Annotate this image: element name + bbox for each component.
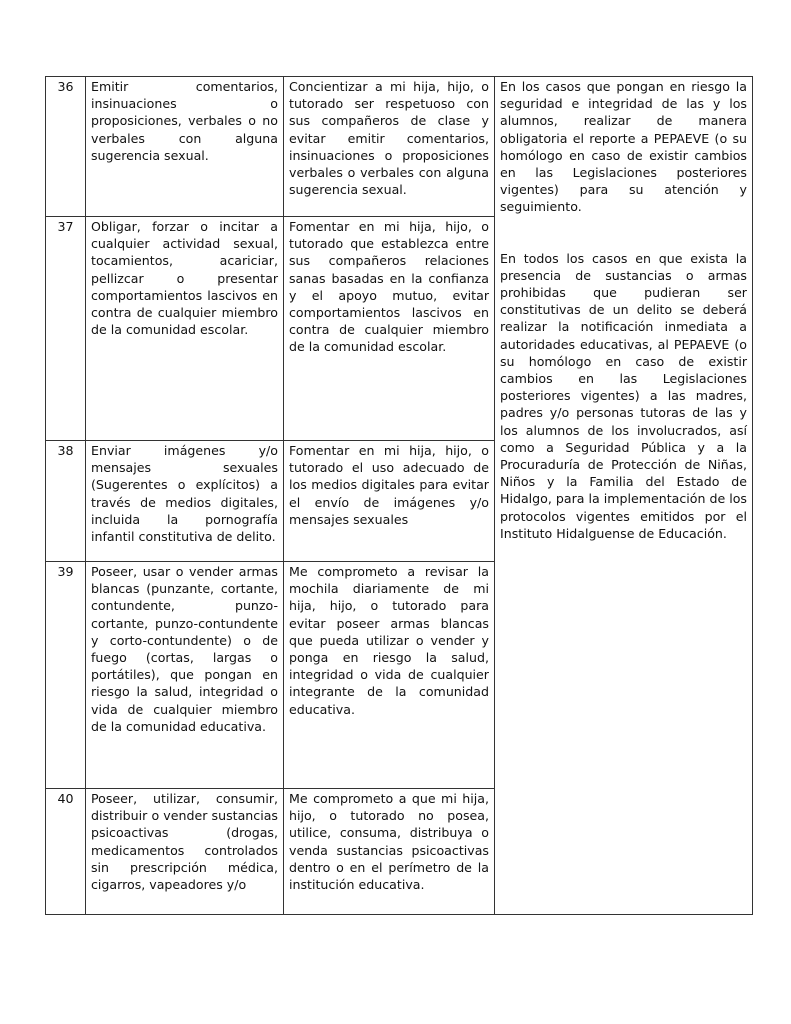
commitment-cell: Concientizar a mi hija, hijo, o tutorado ser respetuoso con sus compañeros de clase y evitar emitir comentarios, insinuaciones o proposiciones verbales o verbales con alguna sugerencia sexual. bbox=[284, 77, 495, 217]
conduct-cell: Poseer, utilizar, consumir, distribuir o vender sustancias psicoactivas (drogas, medicamentos controlados sin prescripción médica, cigarros, vapeadores y/o bbox=[86, 789, 284, 915]
conduct-cell: Poseer, usar o vender armas blancas (punzante, cortante, contundente, punzo-cortante, punzo-contundente y corto-contundente) o de fuego (cortas, largas o portátiles), que pongan en riesgo la salud, integridad o vida de cualquier miembro de la comunidad educativa. bbox=[86, 562, 284, 789]
row-number: 36 bbox=[46, 77, 86, 217]
row-number: 38 bbox=[46, 441, 86, 562]
paragraph-spacer bbox=[500, 216, 747, 250]
conduct-cell: Emitir comentarios, insinuaciones o proposiciones, verbales o no verbales con alguna sugerencia sexual. bbox=[86, 77, 284, 217]
conduct-table bbox=[45, 76, 753, 915]
row-number: 40 bbox=[46, 789, 86, 915]
actions-cell bbox=[495, 77, 753, 915]
table-row bbox=[46, 77, 753, 217]
row-number: 37 bbox=[46, 217, 86, 441]
actions-paragraph-1: En los casos que pongan en riesgo la seguridad e integridad de las y los alumnos, realizar de manera obligatoria el reporte a PEPAEVE (o su homólogo en caso de existir cambios en las Legislaciones posteriores vigentes) para su atención y seguimiento. bbox=[500, 79, 747, 215]
conduct-cell: Obligar, forzar o incitar a cualquier actividad sexual, tocamientos, acariciar, pellizcar o presentar comportamientos lascivos en contra de cualquier miembro de la comunidad escolar. bbox=[86, 217, 284, 441]
commitment-cell: Fomentar en mi hija, hijo, o tutorado que establezca entre sus compañeros relaciones sanas basadas en la confianza y el apoyo mutuo, evitar comportamientos lascivos en contra de cualquier miembro de la comunidad escolar. bbox=[284, 217, 495, 441]
commitment-cell: Fomentar en mi hija, hijo, o tutorado el uso adecuado de los medios digitales para evitar el envío de imágenes y/o mensajes sexuales bbox=[284, 441, 495, 562]
conduct-cell: Enviar imágenes y/o mensajes sexuales (Sugerentes o explícitos) a través de medios digitales, incluida la pornografía infantil constitutiva de delito. bbox=[86, 441, 284, 562]
commitment-cell: Me comprometo a que mi hija, hijo, o tutorado no posea, utilice, consuma, distribuya o venda sustancias psicoactivas dentro o en el perímetro de la institución educativa. bbox=[284, 789, 495, 915]
commitment-cell: Me comprometo a revisar la mochila diariamente de mi hija, hijo, o tutorado para evitar poseer armas blancas que pueda utilizar o vender y ponga en riesgo la salud, integridad o vida de cualquier integrante de la comunidad educativa. bbox=[284, 562, 495, 789]
actions-paragraph-2: En todos los casos en que exista la presencia de sustancias o armas prohibidas que pudieran ser constitutivas de un delito se deberá realizar la notificación inmediata a autoridades educativas, al PEPAEVE (o su homólogo en caso de existir cambios en las Legislaciones posteriores vigentes) a las madres, padres y/o personas tutoras de las y los alumnos de los involucrados, así como a Seguridad Pública y a la Procuraduría de Protección de Niñas, Niños y la Familia del Estado de Hidalgo, para la implementación de los protocolos vigentes emitidos por el Instituto Hidalguense de Educación. bbox=[500, 250, 747, 541]
row-number: 39 bbox=[46, 562, 86, 789]
